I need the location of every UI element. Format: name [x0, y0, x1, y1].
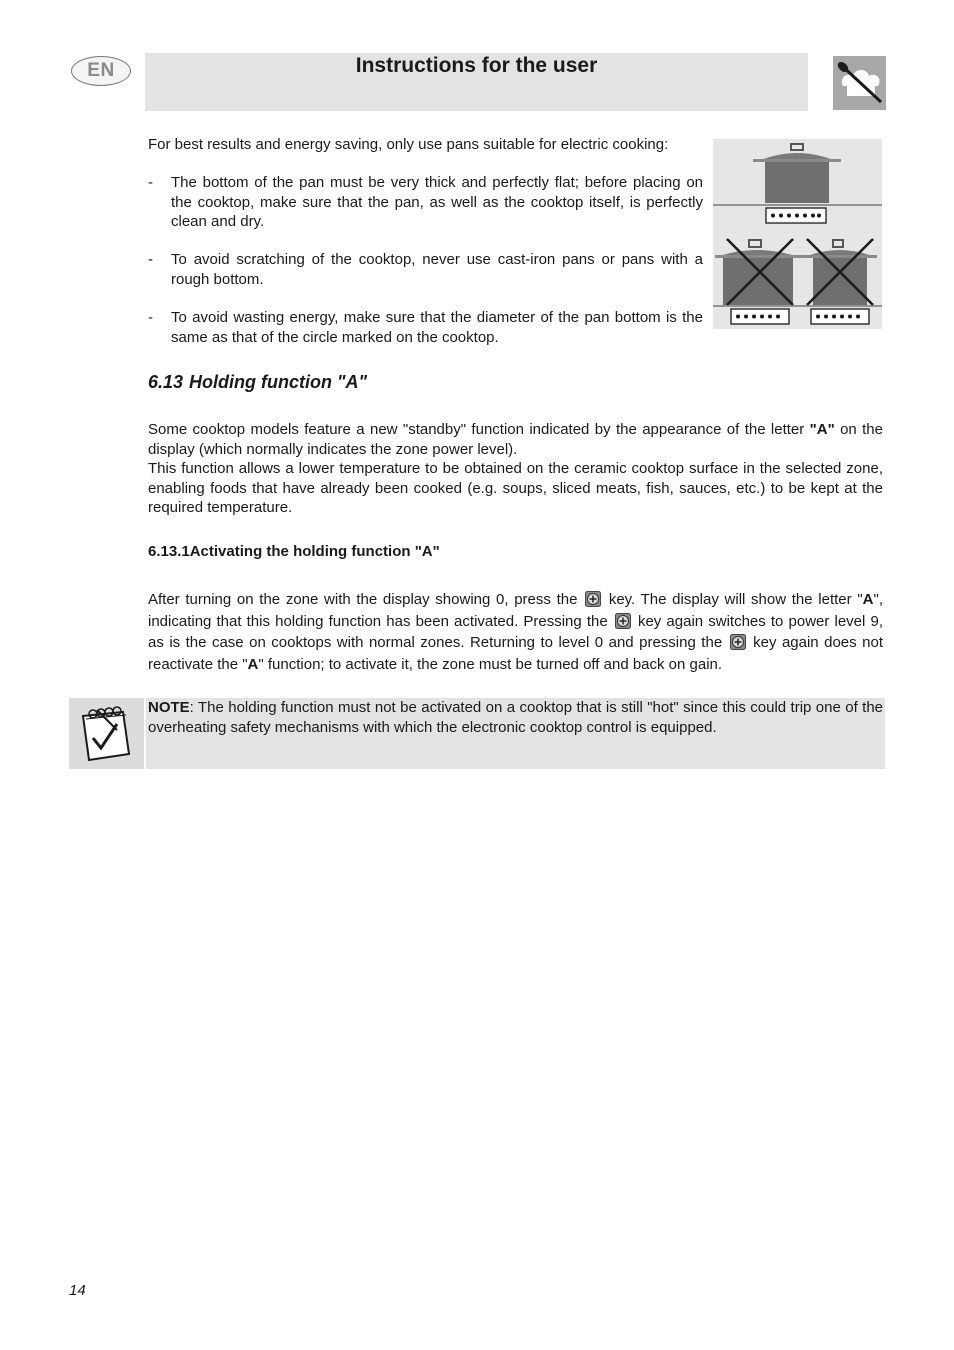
letter-a-emphasis: A [862, 591, 874, 608]
language-badge [71, 56, 131, 86]
section-paragraph-2: This function allows a lower temperature to be obtained on the ceramic cooktop surface in the selected zone, enabling foods that have already been cooked (e.g. soups, sliced meats, fish, sauces, etc.) to be kept at the required temperature. [148, 460, 883, 516]
intro-lead: For best results and energy saving, only use pans suitable for electric cooking: [148, 136, 669, 153]
section-paragraph-1 [148, 420, 883, 459]
note-icon-cell [69, 698, 144, 769]
paragraph-text: key again switches to power level 9, as is the case on cooktops with normal zones. Returning to level 0 and pressing the [148, 612, 883, 651]
paragraph-text: key. The display will show the letter " [608, 591, 863, 608]
letter-a-emphasis: A [247, 655, 259, 673]
paragraph-text: key again does not reactivate the " [148, 634, 883, 673]
bullet-dash: - [148, 174, 153, 191]
section-number: 6.13 [148, 372, 184, 392]
bullet-item: The bottom of the pan must be very thick and perfectly flat; before placing on the cooktop, make sure that the pan, as well as the cooktop itself, is perfectly clean and dry. [171, 174, 703, 230]
page-number: 14 [69, 1282, 86, 1299]
notepad-check-icon [77, 704, 135, 769]
subsection-number: 6.13.1 [148, 543, 190, 560]
letter-a-emphasis: "A" [809, 421, 835, 438]
section-heading [148, 372, 367, 393]
subsection-title: Activating the holding function "A" [189, 543, 440, 560]
note-body: : The holding function must not be activated on a cooktop that is still "hot" since this could trip one of the overheating safety mechanisms with which the electronic cooktop control is equipped. [148, 699, 883, 736]
paragraph-text: ", indicating that this holding function has been activated. Pressing the [148, 591, 883, 630]
paragraph-text: After turning on the zone with the display showing 0, press the [148, 591, 578, 608]
subsection-paragraph [148, 589, 883, 675]
plus-key-icon [615, 613, 631, 629]
plus-key-icon [585, 591, 601, 607]
note-box [69, 698, 885, 769]
header-bar [145, 53, 808, 111]
paragraph-text: " function; to activate it, the zone must be turned off and back on gain. [258, 655, 723, 673]
plus-key-icon [730, 634, 746, 650]
section-title: Holding function "A" [189, 372, 368, 392]
note-text-cell [146, 698, 885, 769]
bullet-dash: - [148, 251, 153, 268]
language-label: EN [87, 60, 115, 81]
subsection-heading [148, 543, 440, 560]
paragraph-text: Some cooktop models feature a new "standby" function indicated by the appearance of the letter [148, 421, 810, 438]
bullet-item: To avoid scratching of the cooktop, never use cast-iron pans or pans with a rough bottom. [171, 251, 703, 288]
chef-spoon-icon [833, 56, 886, 110]
paragraph-text: on the display (which normally indicates the zone power level). [148, 421, 883, 458]
page-title: Instructions for the user [355, 54, 598, 77]
note-text [148, 698, 883, 737]
bullet-item: To avoid wasting energy, make sure that the diameter of the pan bottom is the same as that of the circle marked on the cooktop. [171, 309, 703, 346]
bullet-dash: - [148, 309, 153, 326]
pans-illustration [713, 139, 882, 329]
note-label: NOTE [148, 699, 190, 716]
